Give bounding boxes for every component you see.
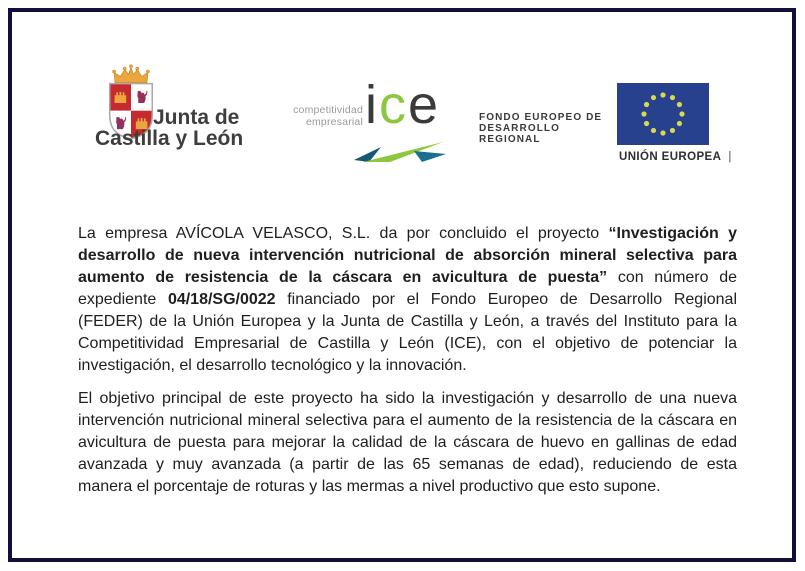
ice-tagline-line1: competitividad	[293, 104, 363, 116]
feder-text	[479, 112, 602, 146]
eu-flag-caption	[619, 151, 732, 163]
p1-run3: financiado por el Fondo Europeo de Desarrollo Regional (FEDER) de la Unión Europea y la Junta de Castilla y León, a través del Instituto para la Competitividad Empresarial de Castilla y León (ICE), con el objetivo de potenciar la investigación, el desarrollo tecnológico y la innovación.	[78, 291, 738, 374]
p1-run1: La empresa AVÍCOLA VELASCO, S.L. da por concluido el proyecto	[78, 225, 609, 242]
ice-swoosh-icon	[354, 139, 446, 165]
caption-divider: |	[728, 151, 732, 163]
ice-letter-c: c	[379, 75, 408, 135]
ice-letter-e: e	[408, 75, 441, 135]
ice-letter-i: i	[365, 75, 379, 135]
eu-caption-text: UNIÓN EUROPEA	[619, 151, 722, 163]
junta-logo-text-line2: Castilla y León	[95, 127, 244, 150]
p1-run2: con número de expediente	[78, 269, 737, 308]
feder-line2: DESARROLLO	[479, 123, 560, 135]
project-title-bold: “Investigación y desarrollo de nueva intervención nutricional de absorción mineral selectiva para aumento de resistencia de la cáscara en avicultura de puesta”	[78, 225, 738, 286]
ice-logo	[278, 75, 453, 172]
paragraph-project-objective: El objetivo principal de este proyecto ha sido la investigación y desarrollo de una nueva intervención nutricional mineral selectiva para el aumento de la resistencia de la cáscara en avicultura de puesta para mejorar la calidad de la cáscara de huevo en gallinas de edad avanzada y muy avanzada (a partir de las 65 semanas de edad), reduciendo de esta manera el porcentaje de roturas y las mermas a nivel productivo que esto supone.	[78, 390, 737, 495]
paragraph-project-announcement	[78, 223, 737, 377]
expediente-number-bold: 04/18/SG/0022	[167, 291, 276, 308]
feder-line3: REGIONAL	[479, 134, 541, 146]
eu-flag-icon	[617, 83, 709, 145]
feder-eu-logo	[479, 82, 739, 174]
junta-logo-text-line1: Junta de	[153, 106, 240, 129]
feder-line1: FONDO EUROPEO DE	[479, 112, 603, 123]
junta-castilla-leon-logo	[92, 62, 267, 157]
ice-wordmark	[365, 75, 441, 135]
ice-tagline	[278, 104, 363, 128]
ice-tagline-line2: empresarial	[305, 116, 363, 128]
document-body	[78, 223, 737, 498]
